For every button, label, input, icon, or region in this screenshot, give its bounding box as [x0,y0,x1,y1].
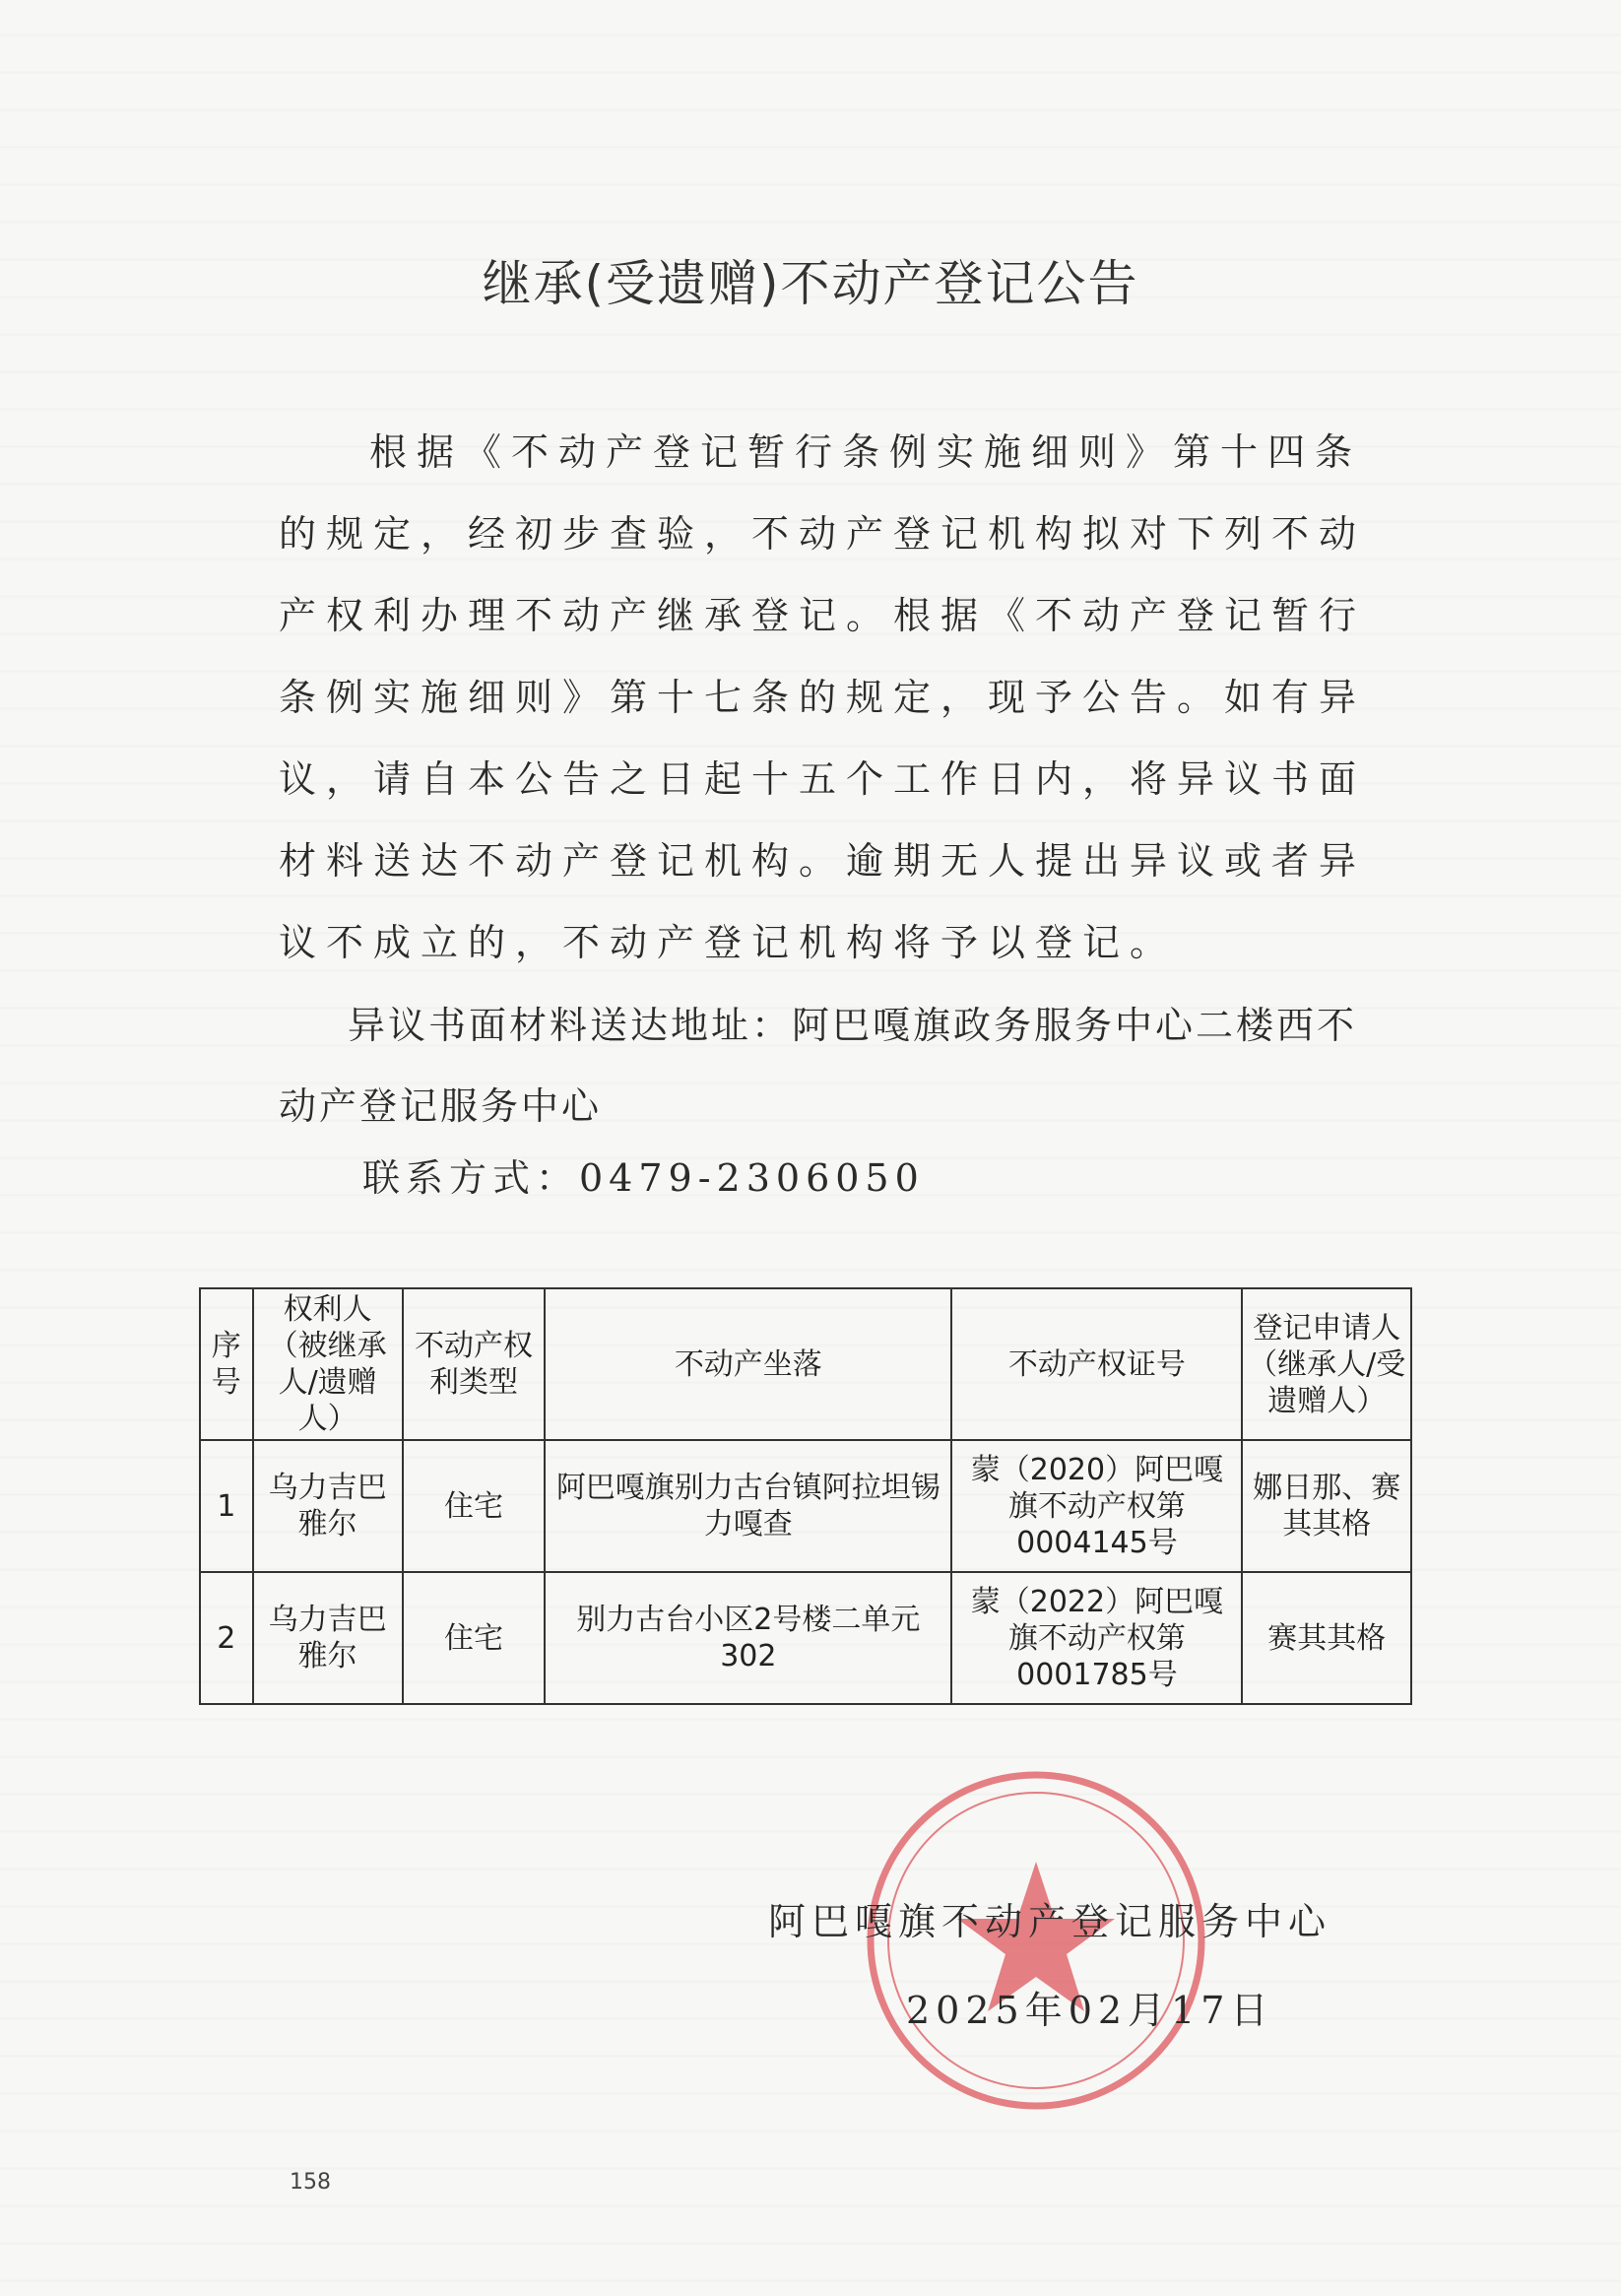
header-right-type: 不动产权利类型 [403,1288,545,1440]
cell-applicant: 赛其其格 [1242,1572,1411,1704]
cell-right-type: 住宅 [403,1440,545,1572]
header-owner: 权利人（被继承人/遗赠人） [253,1288,403,1440]
table-header-row [200,1288,1411,1440]
issuer-name: 阿巴嘎旗不动产登记服务中心 [768,1900,1332,1943]
notice-body [279,412,1372,984]
cell-location: 阿巴嘎旗别力古台镇阿拉坦锡力嘎查 [545,1440,951,1572]
objection-address: 异议书面材料送达地址：阿巴嘎旗政务服务中心二楼西不动产登记服务中心 [279,1004,1358,1128]
header-applicant: 登记申请人（继承人/受遗赠人） [1242,1288,1411,1440]
contact-info: 联系方式：0479-2306050 [362,1156,925,1200]
issue-date: 2025年02月17日 [906,1989,1274,2032]
cell-owner: 乌力吉巴雅尔 [253,1572,403,1704]
cell-certificate: 蒙（2020）阿巴嘎旗不动产权第0004145号 [951,1440,1242,1572]
header-certificate: 不动产权证号 [951,1288,1242,1440]
cell-seq: 1 [200,1440,253,1572]
cell-location: 别力古台小区2号楼二单元302 [545,1572,951,1704]
cell-right-type: 住宅 [403,1572,545,1704]
cell-applicant: 娜日那、赛其其格 [1242,1440,1411,1572]
header-seq: 序号 [200,1288,253,1440]
cell-owner: 乌力吉巴雅尔 [253,1440,403,1572]
table-row [200,1572,1411,1704]
registration-table [199,1287,1412,1705]
page-title: 继承(受遗赠)不动产登记公告 [482,255,1139,312]
cell-seq: 2 [200,1572,253,1704]
notice-footer [768,1891,1331,2068]
page-number: 158 [290,2170,331,2195]
cell-certificate: 蒙（2022）阿巴嘎旗不动产权第0001785号 [951,1572,1242,1704]
table-row [200,1440,1411,1572]
notice-paragraph: 根据《不动产登记暂行条例实施细则》第十四条的规定，经初步查验，不动产登记机构拟对下列不动产权利办理不动产继承登记。根据《不动产登记暂行条例实施细则》第十七条的规定，现予公告。如有异议，请自本公告之日起十五个工作日内，将异议书面材料送达不动产登记机构。逾期无人提出异议或者异议不成立的，不动产登记机构将予以登记。 [279,430,1367,964]
header-location: 不动产坐落 [545,1288,951,1440]
